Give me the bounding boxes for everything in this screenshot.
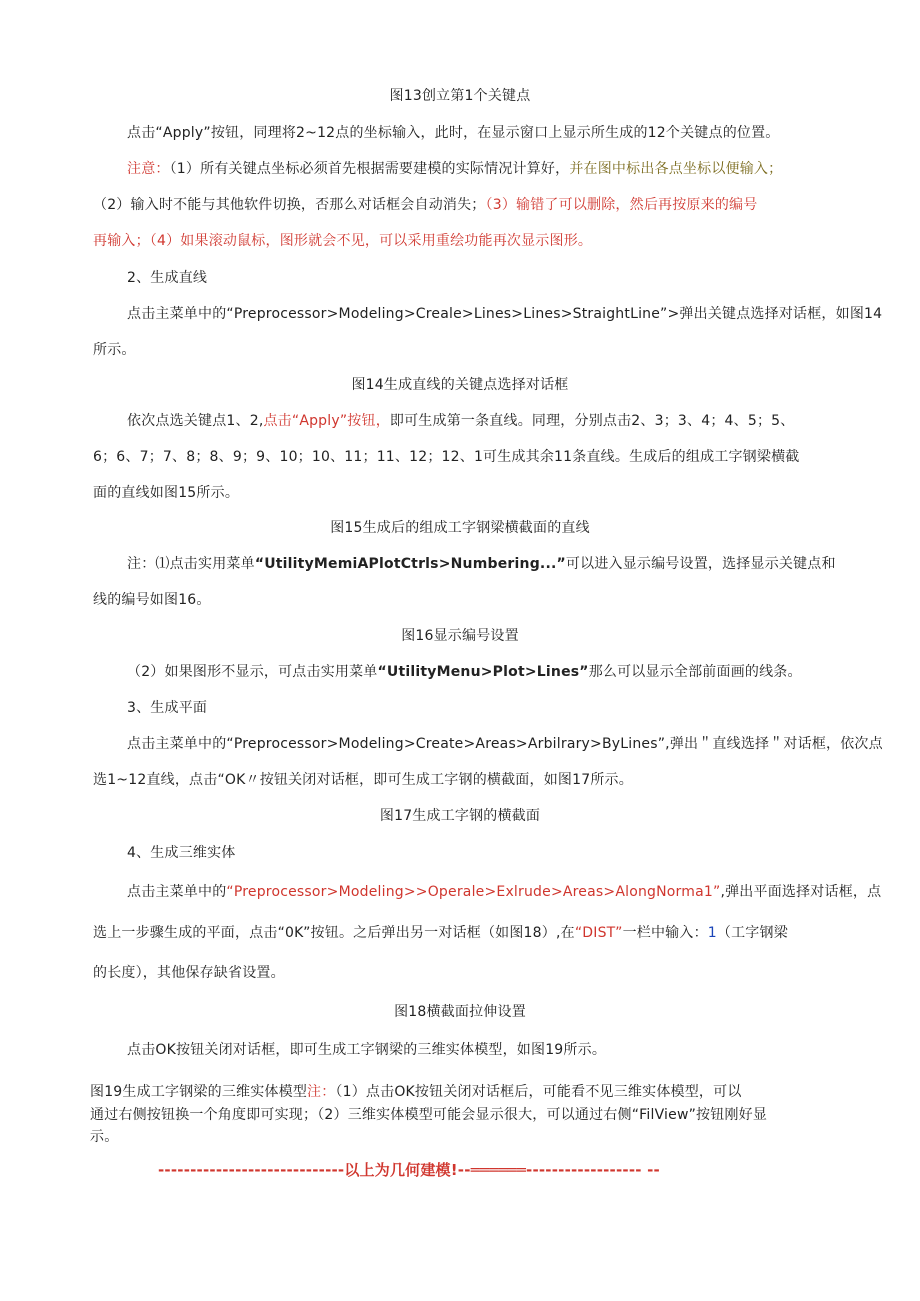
select-text-b: 即可生成第一条直线。同理，分别点击2、3；3、4；4、5；5、 bbox=[389, 413, 795, 429]
note-line-3: 再输入；（4）如果滚动鼠标，图形就会不见，可以采用重绘功能再次显示图形。 bbox=[93, 233, 593, 249]
section-4-text-a: 点击主菜单中的 bbox=[127, 884, 227, 900]
section-4-line2-a: 选上一步骤生成的平面，点击“0K”按钮。之后弹出另一对话框（如图18）,在 bbox=[93, 925, 575, 941]
select-paragraph-line-1 bbox=[127, 411, 794, 431]
section-4-line2-c: （工字钢梁 bbox=[716, 925, 788, 941]
note-line-1 bbox=[127, 159, 782, 179]
note-numbering-line-2: 线的编号如图16。 bbox=[93, 592, 211, 608]
figure-19-note-1: （1）点击OK按钮关闭对话框后，可能看不见三维实体模型，可以 bbox=[335, 1084, 742, 1100]
figure-18-caption: 图18横截面拉伸设置 bbox=[394, 1004, 526, 1020]
note-plot-suffix: 那么可以显示全部前面画的线条。 bbox=[588, 664, 802, 680]
section-4-heading: 4、生成三维实体 bbox=[127, 845, 236, 861]
section-2-paragraph-line-1: 点击主菜单中的“Preprocessor>Modeling>Creale>Lines>Lines>StraightLine”>弹出关键点选择对话框，如图14 bbox=[127, 306, 883, 322]
section-4-text-b: ,弹出平面选择对话框，点 bbox=[720, 884, 882, 900]
figure-19-line-1 bbox=[90, 1082, 742, 1102]
note-numbering-menu: “UtilityMemiAPlotCtrls>Numbering...” bbox=[254, 556, 566, 572]
note-line-2 bbox=[93, 195, 757, 215]
paragraph-apply-keypoints: 点击“Apply”按钮，同理将2~12点的坐标输入，此时，在显示窗口上显示所生成的12个关键点的位置。 bbox=[127, 125, 780, 141]
select-paragraph-line-3: 面的直线如图15所示。 bbox=[93, 485, 240, 501]
note-numbering-line-1 bbox=[127, 554, 836, 574]
figure-19-line-3: 示。 bbox=[90, 1129, 119, 1145]
section-3-line-1: 点击主菜单中的“Preprocessor>Modeling>Create>Areas>Arbilrary>ByLines”,弹出＂直线选择＂对话框，依次点 bbox=[127, 736, 883, 752]
section-4-line2-b: 一栏中输入： bbox=[622, 925, 708, 941]
note-plot-menu: “UtilityMenu>Plot>Lines” bbox=[377, 664, 589, 680]
end-of-geometry-modeling-marker: -----------------------------以上为几何建模!--══════------------------ -- bbox=[158, 1161, 660, 1179]
section-4-line-2 bbox=[93, 923, 788, 943]
note-item-1: （1）所有关键点坐标必须首先根据需要建模的实际情况计算好， bbox=[169, 161, 570, 177]
section-2-heading: 2、生成直线 bbox=[127, 270, 208, 286]
section-4-line-3: 的长度），其他保存缺省设置。 bbox=[93, 965, 285, 981]
section-4-menu-path: “Preprocessor>Modeling>>Operale>Exlrude>Areas>AlongNorma1” bbox=[226, 884, 721, 900]
figure-14-caption: 图14生成直线的关键点选择对话框 bbox=[351, 377, 569, 393]
select-paragraph-line-2: 6；6、7；7、8；8、9；9、10；10、11；11、12；12、1可生成其余11条直线。生成后的组成工字钢梁横截 bbox=[93, 449, 800, 465]
section-4-value: 1 bbox=[707, 925, 717, 941]
note-item-1-highlight: 并在图中标出各点坐标以便输入； bbox=[569, 161, 783, 177]
figure-16-caption: 图16显示编号设置 bbox=[401, 628, 519, 644]
section-4-line-1 bbox=[127, 882, 881, 902]
note-item-3: （3）输错了可以删除，然后再按原来的编号 bbox=[485, 197, 758, 213]
select-text-red: 点击“Apply”按钮， bbox=[263, 413, 390, 429]
note-numbering-suffix: 可以进入显示编号设置，选择显示关键点和 bbox=[565, 556, 836, 572]
note-plot-prefix: （2）如果图形不显示，可点击实用菜单 bbox=[127, 664, 378, 680]
figure-19-line-2: 通过右侧按钮换一个角度即可实现；（2）三维实体模型可能会显示很大，可以通过右侧“FilView”按钮刚好显 bbox=[90, 1107, 768, 1123]
figure-13-caption: 图13创立第1个关键点 bbox=[389, 88, 531, 104]
note-plot-lines bbox=[127, 662, 802, 682]
section-2-paragraph-line-2: 所示。 bbox=[93, 342, 136, 358]
figure-15-caption: 图15生成后的组成工字钢梁横截面的直线 bbox=[330, 520, 590, 536]
note-numbering-prefix: 注：⑴点击实用菜单 bbox=[127, 556, 255, 572]
select-text-a: 依次点选关键点1、2, bbox=[127, 413, 264, 429]
section-4-dist: “DIST” bbox=[574, 925, 623, 941]
figure-19-caption: 图19生成工字钢梁的三维实体模型 bbox=[90, 1084, 308, 1100]
note-label: 注意： bbox=[127, 161, 170, 177]
figure-17-caption: 图17生成工字钢的横截面 bbox=[379, 808, 541, 824]
paragraph-ok: 点击OK按钮关闭对话框，即可生成工字钢梁的三维实体模型，如图19所示。 bbox=[127, 1042, 607, 1058]
figure-19-note-label: 注： bbox=[307, 1084, 336, 1100]
note-item-2: （2）输入时不能与其他软件切换，否那么对话框会自动消失； bbox=[93, 197, 486, 213]
section-3-line-2: 选1~12直线，点击“OK〃按钮关闭对话框，即可生成工字钢的横截面，如图17所示。 bbox=[93, 772, 633, 788]
section-3-heading: 3、生成平面 bbox=[127, 700, 208, 716]
